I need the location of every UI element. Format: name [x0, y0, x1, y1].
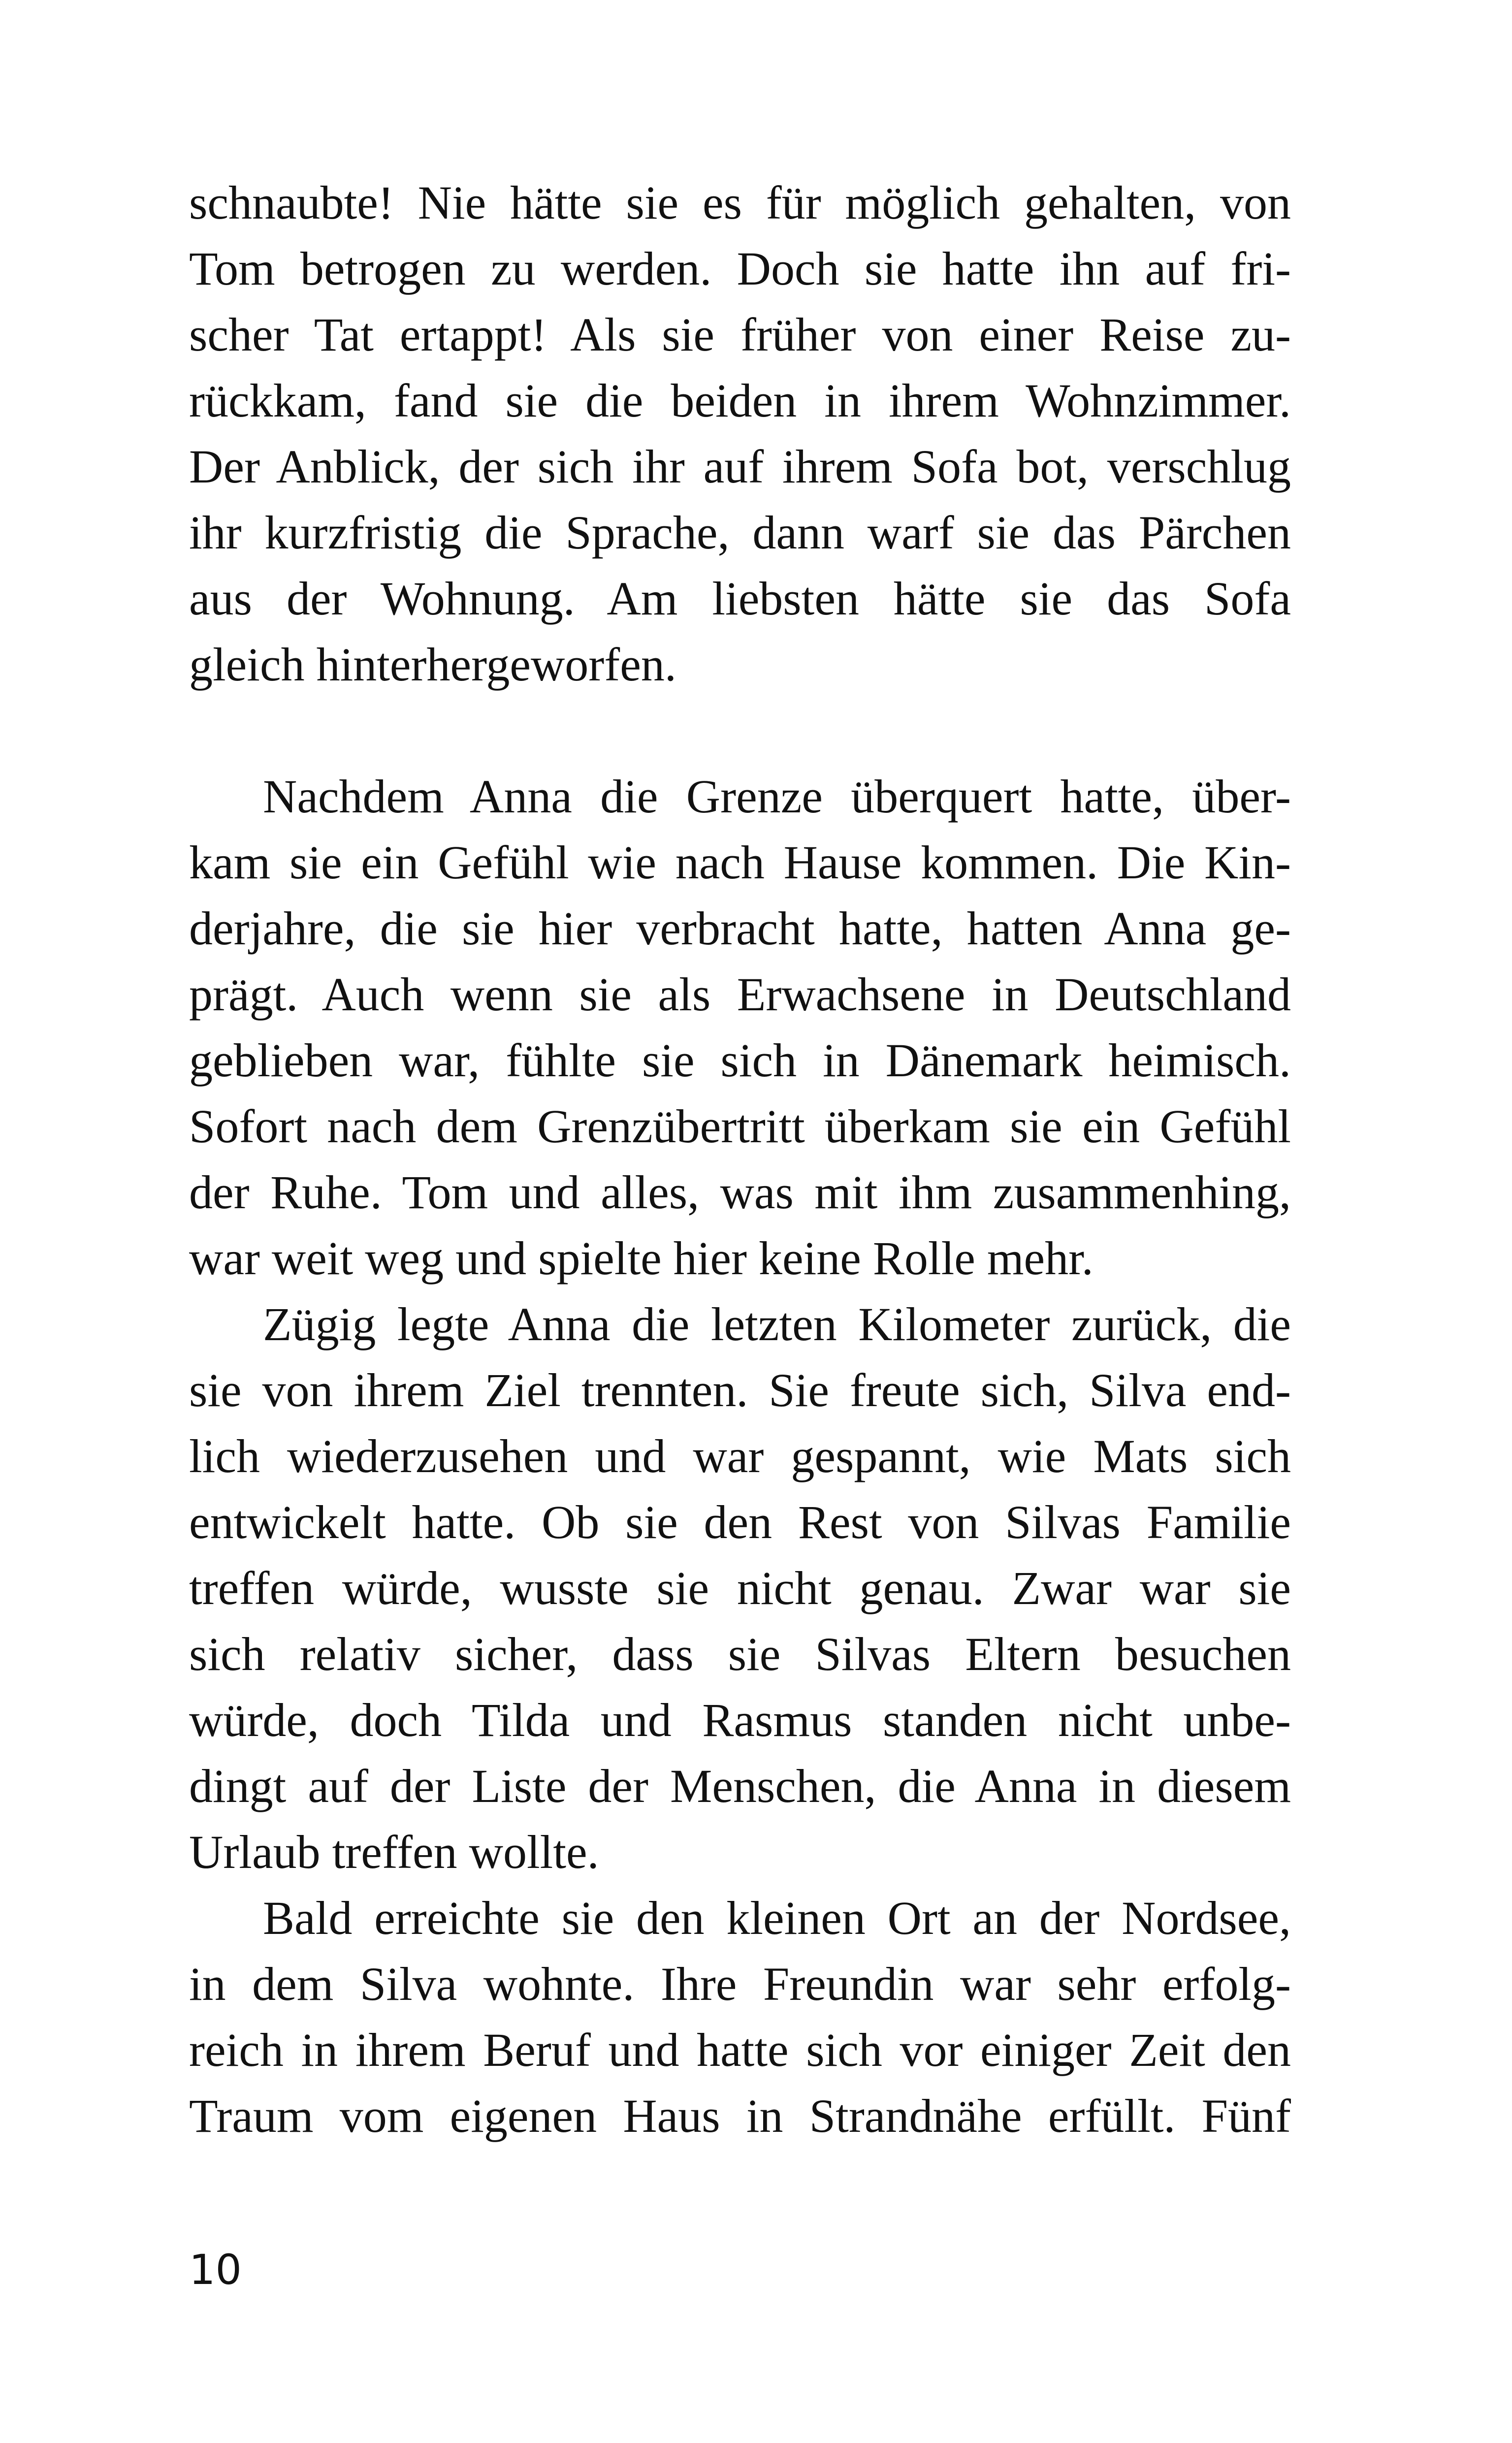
text-line: in dem Silva wohnte. Ihre Freundin war sehr erfolg-	[189, 1958, 1291, 2010]
text-line: Tom betrogen zu werden. Doch sie hatte ihn auf fri-	[189, 242, 1291, 295]
paragraph	[189, 1291, 1291, 1885]
body-text	[189, 170, 1291, 2149]
text-line: prägt. Auch wenn sie als Erwachsene in Deutschland	[189, 968, 1291, 1021]
text-line: Traum vom eigenen Haus in Strandnähe erfüllt. Fünf	[189, 2089, 1291, 2142]
text-line: aus der Wohnung. Am liebsten hätte sie das Sofa	[189, 572, 1291, 625]
text-line: Sofort nach dem Grenzübertritt überkam sie ein Gefühl	[189, 1100, 1291, 1153]
text-line: ihr kurzfristig die Sprache, dann warf sie das Pärchen	[189, 506, 1291, 559]
text-line: treffen würde, wusste sie nicht genau. Zwar war sie	[189, 1562, 1291, 1614]
text-line: würde, doch Tilda und Rasmus standen nicht unbe-	[189, 1694, 1291, 1746]
text-line: sich relativ sicher, dass sie Silvas Eltern besuchen	[189, 1628, 1291, 1680]
text-line: entwickelt hatte. Ob sie den Rest von Silvas Familie	[189, 1496, 1291, 1548]
text-line: dingt auf der Liste der Menschen, die Anna in diesem	[189, 1760, 1291, 1812]
text-line: Der Anblick, der sich ihr auf ihrem Sofa bot, verschlug	[189, 440, 1291, 493]
text-line: rückkam, fand sie die beiden in ihrem Wohnzimmer.	[189, 374, 1291, 427]
text-line: derjahre, die sie hier verbracht hatte, hatten Anna ge-	[189, 902, 1291, 955]
text-line: der Ruhe. Tom und alles, was mit ihm zusammenhing,	[189, 1166, 1291, 1219]
text-line: sie von ihrem Ziel trennten. Sie freute sich, Silva end-	[189, 1364, 1291, 1416]
paragraph	[189, 170, 1291, 698]
section-break	[189, 698, 1291, 764]
text-line: lich wiederzusehen und war gespannt, wie Mats sich	[189, 1430, 1291, 1482]
text-line: reich in ihrem Beruf und hatte sich vor einiger Zeit den	[189, 2024, 1291, 2076]
page-number: 10	[189, 2246, 242, 2294]
text-line: gleich hinterhergeworfen.	[189, 638, 676, 691]
text-line: Urlaub treffen wollte.	[189, 1826, 599, 1878]
text-line: geblieben war, fühlte sie sich in Dänemark heimisch.	[189, 1034, 1291, 1087]
text-line: schnaubte! Nie hätte sie es für möglich gehalten, von	[189, 176, 1291, 229]
text-line: kam sie ein Gefühl wie nach Hause kommen. Die Kin-	[189, 836, 1291, 889]
text-line: Bald erreichte sie den kleinen Ort an der Nordsee,	[263, 1892, 1291, 1944]
paragraph	[189, 764, 1291, 1291]
text-line: Nachdem Anna die Grenze überquert hatte, über-	[263, 770, 1291, 823]
text-line: war weit weg und spielte hier keine Rolle mehr.	[189, 1232, 1094, 1285]
paragraph	[189, 1885, 1291, 2149]
text-line: Zügig legte Anna die letzten Kilometer zurück, die	[263, 1298, 1291, 1350]
text-line: scher Tat ertappt! Als sie früher von einer Reise zu-	[189, 308, 1291, 361]
